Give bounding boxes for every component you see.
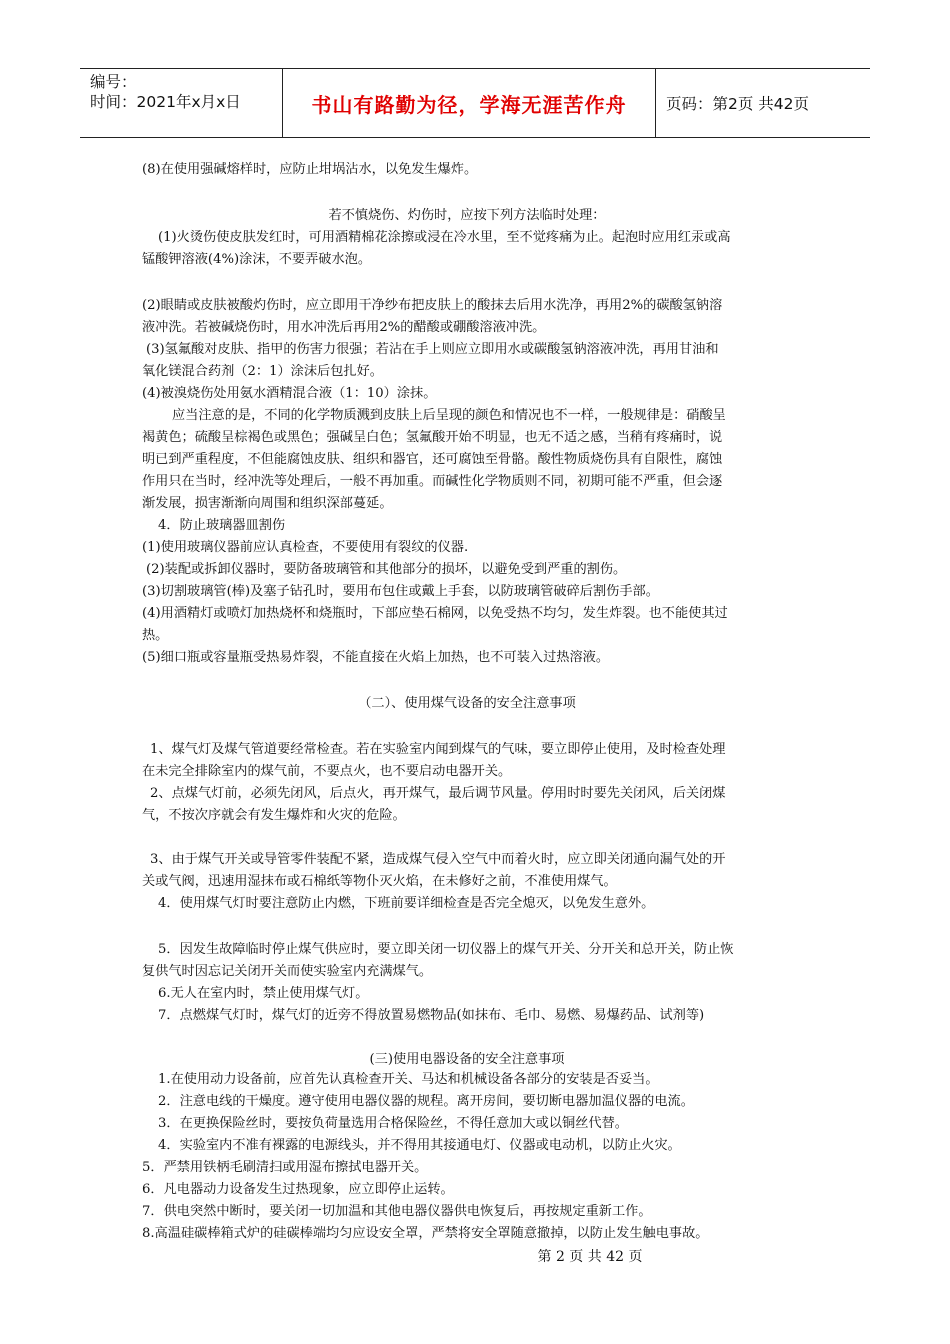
section-heading: (三)使用电器设备的安全注意事项 — [369, 1052, 565, 1067]
header-page-info: 页码：第2页 共42页 — [666, 95, 810, 113]
text-line: 7．供电突然中断时，要关闭一切加温和其他电器仪器供电恢复后，再按规定重新工作。 — [142, 1204, 652, 1219]
text-line: 2、点煤气灯前，必须先闭风，后点火，再开煤气，最后调节风量。停用时时要先关闭风，后关闭煤 — [150, 786, 726, 801]
subsection-heading: 4．防止玻璃器皿割伤 — [158, 518, 286, 533]
text-line: (2)装配或拆卸仪器时，要防备玻璃管和其他部分的损坏，以避免受到严重的割伤。 — [146, 562, 627, 577]
text-line: (3)氢氟酸对皮肤、指甲的伤害力很强；若沾在手上则应立即用水或碳酸氢钠溶液冲洗，再用甘油和 — [146, 342, 719, 357]
section-heading: 若不慎烧伤、灼伤时，应按下列方法临时处理： — [328, 208, 606, 223]
header-motto: 书山有路勤为径，学海无涯苦作舟 — [283, 69, 656, 137]
text-line: 5．严禁用铁柄毛刷清扫或用湿布擦拭电器开关。 — [142, 1160, 428, 1175]
text-line: 7．点燃煤气灯时，煤气灯的近旁不得放置易燃物品(如抹布、毛巾、易燃、易爆药品、试剂等) — [158, 1008, 705, 1023]
text-line: 3、由于煤气开关或导管零件装配不紧，造成煤气侵入空气中而着火时，应立即关闭通向漏气处的开 — [150, 852, 726, 867]
text-line: (1)使用玻璃仪器前应认真检查，不要使用有裂纹的仪器. — [142, 540, 469, 555]
text-line: 6.无人在室内时，禁止使用煤气灯。 — [158, 986, 369, 1001]
text-line: 关或气阀，迅速用湿抹布或石棉纸等物仆灭火焰，在未修好之前，不准使用煤气。 — [142, 874, 617, 889]
section-heading: （二）、使用煤气设备的安全注意事项 — [358, 696, 576, 711]
text-line: 4．使用煤气灯时要注意防止内燃，下班前要详细检查是否完全熄灭，以免发生意外。 — [158, 896, 655, 911]
text-line: 在未完全排除室内的煤气前，不要点火，也不要启动电器开关。 — [142, 764, 512, 779]
document-number-label: 编号： — [90, 73, 137, 91]
text-line: (4)被溴烧伤处用氨水酒精混合液（1：10）涂抹。 — [142, 386, 437, 401]
text-line: 锰酸钾溶液(4%)涂沫，不要弄破水泡。 — [142, 252, 372, 267]
text-line: (4)用酒精灯或喷灯加热烧杯和烧瓶时，下部应垫石棉网，以免受热不均匀，发生炸裂。也不能使其过 — [142, 606, 728, 621]
text-line: 作用只在当时，经冲洗等处理后，一般不再加重。而碱性化学物质则不同，初期可能不严重，但会逐 — [142, 474, 723, 489]
text-line: 1.在使用动力设备前，应首先认真检查开关、马达和机械设备各部分的安装是否妥当。 — [158, 1072, 659, 1087]
text-line: 应当注意的是，不同的化学物质溅到皮肤上后呈现的颜色和情况也不一样，一般规律是：硝酸呈 — [172, 408, 726, 423]
text-line: (2)眼睛或皮肤被酸灼伤时，应立即用干净纱布把皮肤上的酸抹去后用水洗净，再用2%的碳酸氢钠溶 — [142, 298, 723, 313]
text-line: 气，不按次序就会有发生爆炸和火灾的危险。 — [142, 808, 406, 823]
text-line: 8.高温硅碳棒箱式炉的硅碳棒端均匀应设安全罩，严禁将安全罩随意撤掉，以防止发生触电事故。 — [142, 1226, 709, 1241]
text-line: 1、煤气灯及煤气管道要经常检查。若在实验室内闻到煤气的气味，要立即停止使用，及时检查处理 — [150, 742, 726, 757]
text-line: 复供气时因忘记关闭开关而使实验室内充满煤气。 — [142, 964, 433, 979]
text-line: 褐黄色；硫酸呈棕褐色或黑色；强碱呈白色；氢氟酸开始不明显，也无不适之感，当稍有疼痛时，说 — [142, 430, 723, 445]
footer-page-number: 第 2 页 共 42 页 — [537, 1249, 643, 1265]
text-line: 4．实验室内不准有裸露的电源线头，并不得用其接通电灯、仪器或电动机，以防止火灾。 — [158, 1138, 681, 1153]
text-line: 明已到严重程度，不但能腐蚀皮肤、组织和器官，还可腐蚀至骨骼。酸性物质烧伤具有自限性，腐蚀 — [142, 452, 723, 467]
document-time-label: 时间：2021年x月x日 — [90, 93, 241, 111]
page-footer — [0, 1246, 950, 1266]
text-line: 热。 — [142, 628, 169, 643]
text-line: (3)切割玻璃管(棒)及塞子钻孔时，要用布包住或戴上手套，以防玻璃管破碎后割伤手部。 — [142, 584, 659, 599]
text-line: (8)在使用强碱熔样时，应防止坩埚沾水，以免发生爆炸。 — [142, 162, 478, 177]
text-line: 渐发展，损害渐渐向周围和组织深部蔓延。 — [142, 496, 393, 511]
text-line: 液冲洗。若被碱烧伤时，用水冲洗后再用2%的醋酸或硼酸溶液冲洗。 — [142, 320, 546, 335]
text-line: 6．凡电器动力设备发生过热现象，应立即停止运转。 — [142, 1182, 454, 1197]
text-line: 3．在更换保险丝时，要按负荷量选用合格保险丝，不得任意加大或以铜丝代替。 — [158, 1116, 628, 1131]
text-line: 氧化镁混合药剂（2：1）涂沫后包扎好。 — [142, 364, 383, 379]
header-meta — [80, 69, 283, 137]
text-line: 2．注意电线的干燥度。遵守使用电器仪器的规程。离开房间，要切断电器加温仪器的电流。 — [158, 1094, 694, 1109]
text-line: (1)火烫伤使皮肤发红时，可用酒精棉花涂擦或浸在冷水里，至不觉疼痛为止。起泡时应用红汞或高 — [158, 230, 731, 245]
text-line: 5．因发生故障临时停止煤气供应时，要立即关闭一切仪器上的煤气开关、分开关和总开关，防止恢 — [158, 942, 734, 957]
page-header — [80, 68, 870, 138]
text-line: (5)细口瓶或容量瓶受热易炸裂，不能直接在火焰上加热，也不可装入过热溶液。 — [142, 650, 610, 665]
